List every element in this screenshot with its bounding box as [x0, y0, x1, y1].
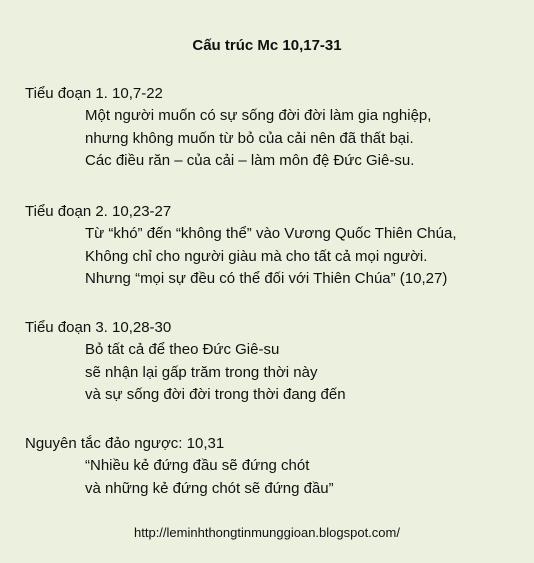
section-heading: Tiểu đoạn 1. 10,7-22	[25, 85, 163, 102]
section-heading: Nguyên tắc đảo ngược: 10,31	[25, 435, 225, 452]
section-1	[25, 83, 525, 173]
section-line: và sự sống đời đời trong thời đang đến	[85, 386, 346, 403]
section-line: Các điều răn – của cải – làm môn đệ Đức Giê-su.	[85, 152, 415, 169]
section-line: Từ “khó” đến “không thể” vào Vương Quốc Thiên Chúa,	[85, 225, 457, 242]
section-line: nhưng không muốn từ bỏ của cải nên đã thất bại.	[85, 129, 414, 147]
section-line: Không chỉ cho người giàu mà cho tất cả mọi người.	[85, 247, 428, 265]
section-heading: Tiểu đoạn 2. 10,23-27	[25, 203, 172, 220]
section-heading: Tiểu đoạn 3. 10,28-30	[25, 319, 172, 336]
section-line: “Nhiều kẻ đứng đầu sẽ đứng chót	[85, 457, 310, 474]
section-2	[25, 201, 525, 291]
section-line: và những kẻ đứng chót sẽ đứng đầu”	[85, 479, 334, 497]
document-title: Cấu trúc Mc 10,17-31	[192, 37, 342, 54]
section-line: Bỏ tất cả để theo Đức Giê-su	[85, 341, 280, 358]
section-line: Một người muốn có sự sống đời đời làm gia nghiệp,	[85, 107, 432, 124]
section-line: Nhưng “mọi sự đều có thể đối với Thiên Chúa” (10,27)	[85, 270, 448, 287]
section-line: sẽ nhận lại gấp trăm trong thời này	[85, 363, 318, 381]
footer-url: http://leminhthongtinmunggioan.blogspot.com/	[134, 525, 400, 540]
section-3	[25, 317, 525, 407]
section-4	[25, 433, 525, 500]
